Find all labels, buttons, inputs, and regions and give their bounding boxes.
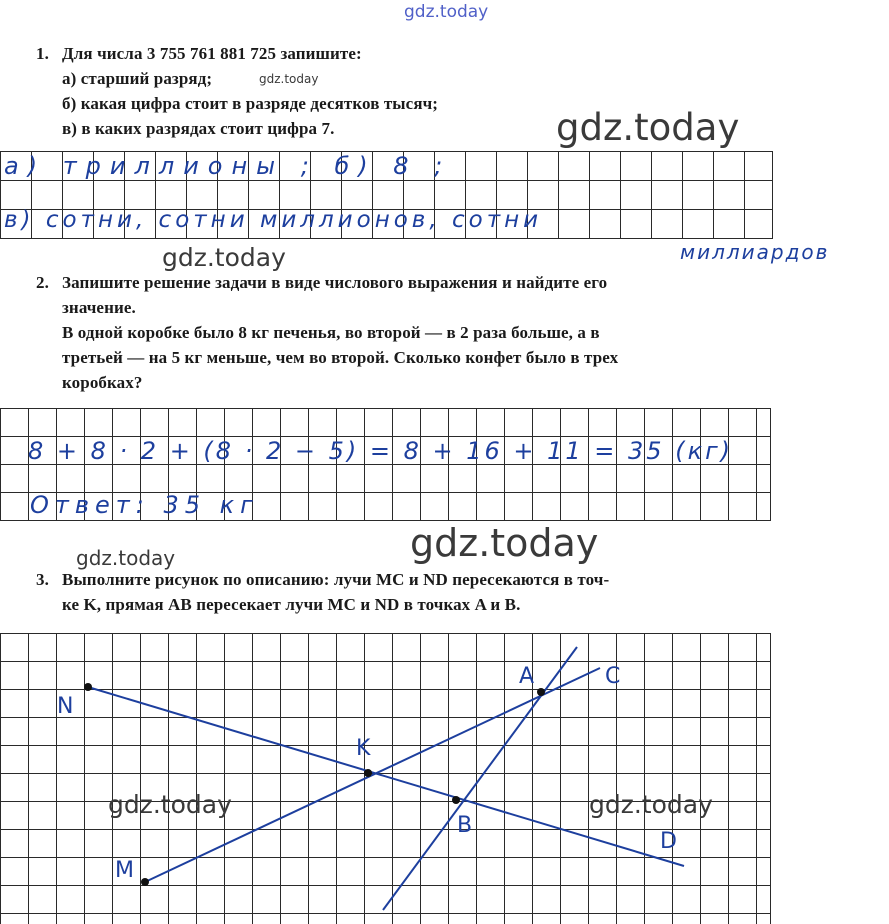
watermark-bottom-left: gdz.today <box>108 790 232 819</box>
task2-answer-row1: 8 + 8 · 2 + (8 · 2 − 5) = 8 + 16 + 11 = 35 (кг) <box>28 437 734 465</box>
label-n: N <box>57 694 74 719</box>
task1-line2: а) старший разряд; <box>62 69 213 88</box>
watermark-bottom-right: gdz.today <box>589 790 713 819</box>
point-a <box>537 688 545 696</box>
ray-mc <box>145 668 600 882</box>
task1-line3: б) какая цифра стоит в разряде десятков тысяч; <box>62 94 439 113</box>
task2-line1: Запишите решение задачи в виде числового выражения и найдите его <box>62 273 608 292</box>
task3-line1: Выполните рисунок по описанию: лучи MC и ND пересекаются в точ- <box>62 570 610 589</box>
task1-answer-row2: в) сотни, сотни миллионов, сотни <box>4 207 543 233</box>
task3-line2: ке K, прямая AB пересекает лучи MC и ND в точках A и B. <box>62 595 521 614</box>
task2-line4: третьей — на 5 кг меньше, чем во второй. Сколько конфет было в трех <box>62 348 619 367</box>
task2-line2: значение. <box>62 298 136 317</box>
watermark-left: gdz.today <box>76 546 176 570</box>
task2-answer-row2: Ответ: 35 кг <box>30 491 259 519</box>
ray-nd <box>88 687 684 866</box>
task2-line3: В одной коробке было 8 кг печенья, во второй — в 2 раза больше, а в <box>62 323 600 342</box>
label-b: B <box>457 813 473 838</box>
task3-number: 3. <box>36 570 49 589</box>
watermark-large2: gdz.today <box>410 521 599 565</box>
label-a: A <box>519 664 535 689</box>
watermark-large: gdz.today <box>556 106 740 149</box>
watermark-small: gdz.today <box>259 72 319 86</box>
point-n <box>84 683 92 691</box>
point-m <box>141 878 149 886</box>
task1-number: 1. <box>36 44 49 63</box>
task2-line5: коробках? <box>62 373 143 392</box>
task1-answer-overflow: миллиардов <box>680 240 830 264</box>
label-c: C <box>605 664 621 689</box>
task1-line4: в) в каких разрядах стоит цифра 7. <box>62 119 335 138</box>
line-ab <box>383 647 577 910</box>
point-b <box>452 796 460 804</box>
label-k: K <box>356 736 371 761</box>
watermark-top: gdz.today <box>404 2 489 22</box>
watermark-mid: gdz.today <box>162 243 286 272</box>
label-d: D <box>660 829 677 854</box>
task2-number: 2. <box>36 273 49 292</box>
task1-answer-row1: а) триллионы ; б) 8 ; <box>4 152 452 180</box>
label-m: M <box>115 858 134 883</box>
point-k <box>364 769 372 777</box>
task1-line1: Для числа 3 755 761 881 725 запишите: <box>62 44 362 63</box>
